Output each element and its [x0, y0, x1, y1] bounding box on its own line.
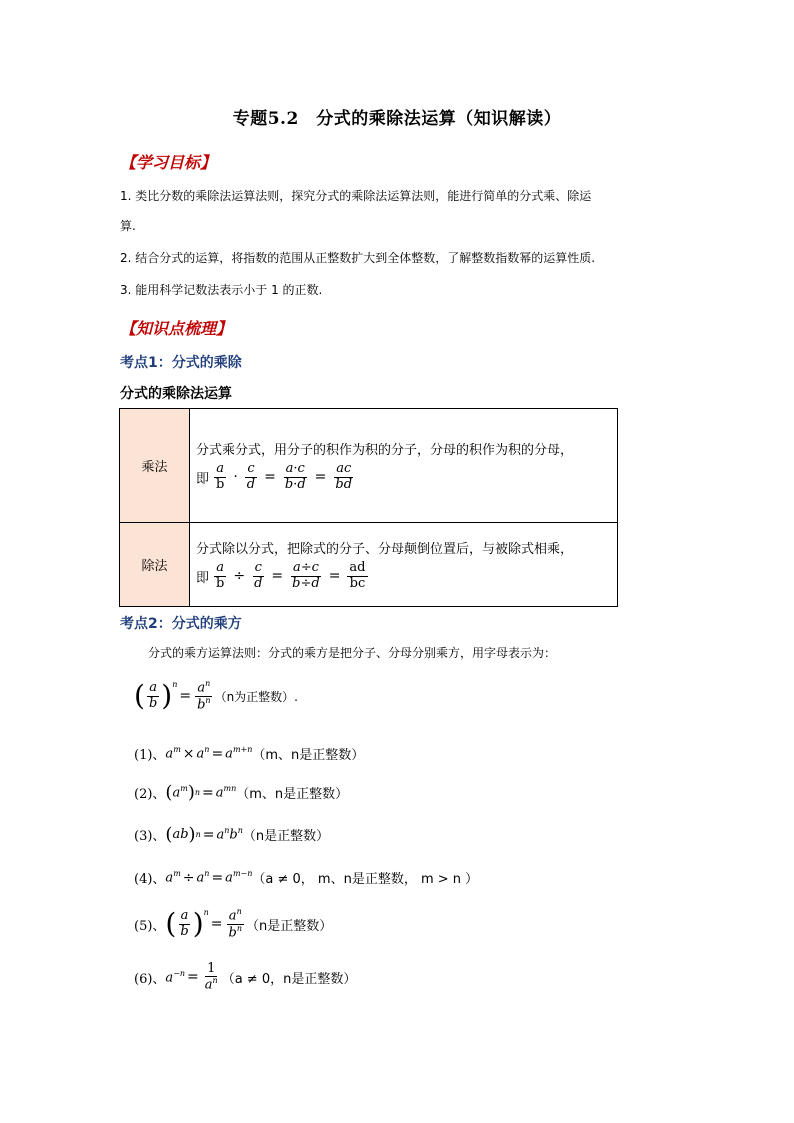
division-formula: 即 $\frac{a}{b}$ ÷ $\frac{c}{d}$ = $\frac{a\div c}{b\div d}$ = $\frac{ad}{bc}$: [196, 560, 366, 591]
power-rule-formula: ( $\frac{a}{b}$ ) $^n$ = $\frac{a^n}{b^n}$ （n为正整数）.: [134, 679, 298, 713]
division-content: [190, 523, 618, 607]
rule-5-condition: （n是正整数）: [246, 918, 333, 934]
rule-2-condition: （m、n是正整数）: [236, 787, 349, 802]
rule-5: (5)、 ( $\frac{a}{b}$ ) $^n$ = $\frac{a^n}{b^n}$ （n是正整数）: [134, 907, 333, 941]
multiplication-prefix: 即: [196, 471, 210, 487]
goal-line-2: 算.: [120, 219, 136, 233]
rule-3: (3)、 ( ab ) n = $a^nb^n$ （n是正整数）: [134, 824, 330, 845]
division-prefix: 即: [196, 570, 210, 586]
multiplication-content: [190, 409, 618, 523]
multiplication-row: [120, 409, 618, 523]
rule-2-index: (2)、: [134, 787, 166, 802]
rules-table: [119, 408, 618, 607]
rule-1-index: (1)、: [134, 748, 166, 763]
rule-1-condition: （m、n是正整数）: [252, 748, 365, 763]
section-goals-heading: 【学习目标】: [120, 153, 217, 172]
knowledge-point-2-intro: 分式的乘方运算法则：分式的乘方是把分子、分母分别乘方，用字母表示为：: [148, 646, 557, 660]
goal-line-1: 1. 类比分数的乘除法运算法则，探究分式的乘除法运算法则，能进行简单的分式乘、除运: [120, 189, 592, 203]
knowledge-point-1: 考点1：分式的乘除: [120, 355, 242, 371]
multiplication-text: 分式乘分式，用分子的积作为积的分子，分母的积作为积的分母，: [196, 443, 574, 459]
page-title: 专题5.2 分式的乘除法运算（知识解读）: [232, 109, 562, 129]
goal-line-3: 2. 结合分式的运算，将指数的范围从正整数扩大到全体整数，了解整数指数幂的运算性质.: [120, 251, 596, 265]
rule-6: (6)、 $a^{-n}$ = $\frac{1}{a^n}$ （a ≠ 0，n是正整数）: [134, 961, 357, 993]
multiplication-formula: 即 $\frac{a}{b}$ · $\frac{c}{d}$ = $\frac{a\cdot c}{b\cdot d}$ = $\frac{ac}{bd}$: [196, 461, 353, 492]
rule-2: (2)、 ( $a^m$ ) n = $a^{mn}$ （m、n是正整数）: [134, 782, 349, 803]
power-rule-condition: （n为正整数）.: [214, 689, 298, 704]
rule-3-condition: （n是正整数）: [242, 829, 330, 844]
rule-1: (1)、 $a^m$ × $a^n$ = $a^{m+n}$ （m、n是正整数）: [134, 745, 365, 763]
rule-3-index: (3)、: [134, 829, 166, 844]
section-knowledge-heading: 【知识点梳理】: [120, 319, 233, 338]
knowledge-point-1-subtitle: 分式的乘除法运算: [120, 386, 232, 402]
rule-5-index: (5)、: [134, 918, 166, 934]
division-label: 除法: [120, 523, 190, 607]
rule-6-index: (6)、: [134, 971, 166, 987]
rule-4-condition: （a ≠ 0， m、n是正整数， m > n ）: [252, 872, 479, 887]
division-row: [120, 523, 618, 607]
rule-4-index: (4)、: [134, 872, 166, 887]
goal-line-4: 3. 能用科学记数法表示小于 1 的正数.: [120, 283, 323, 297]
division-text: 分式除以分式，把除式的分子、分母颠倒位置后，与被除式相乘，: [196, 542, 574, 558]
rule-6-condition: （a ≠ 0，n是正整数）: [221, 971, 357, 987]
rule-4: (4)、 $a^m$ ÷ $a^n$ = $a^{m-n}$ （a ≠ 0， m、n是正整数， m > n ）: [134, 869, 479, 887]
multiplication-label: 乘法: [120, 409, 190, 523]
knowledge-point-2: 考点2：分式的乘方: [120, 616, 242, 632]
